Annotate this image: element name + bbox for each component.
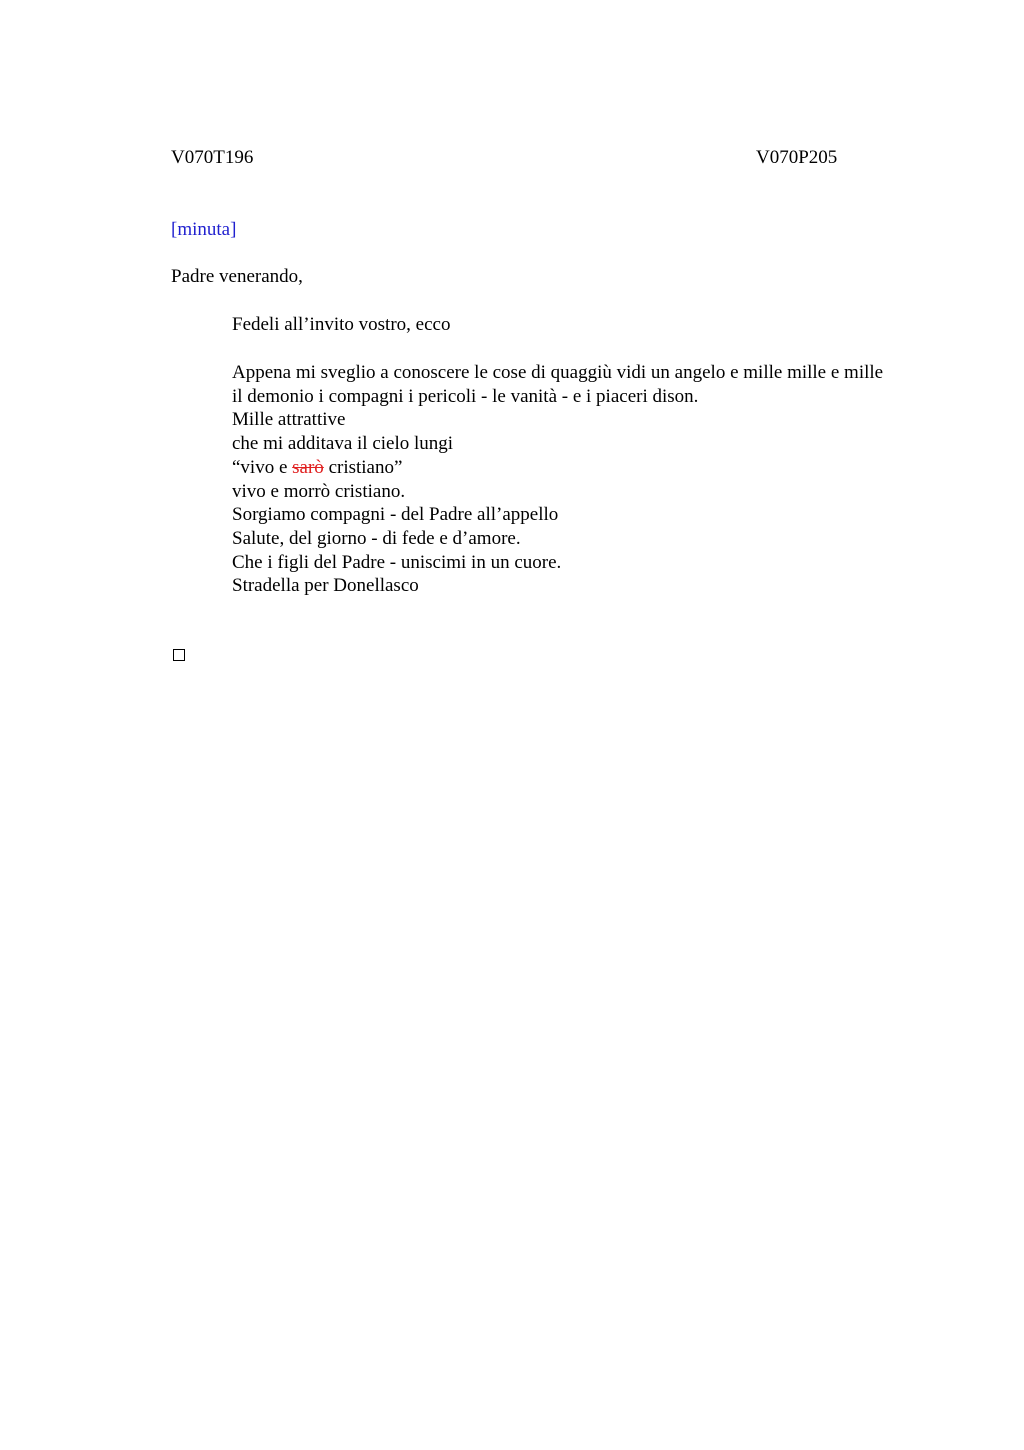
verse-line: vivo e morrò cristiano. [232, 480, 406, 502]
verse-line: Sorgiamo compagni - del Padre all’appello [232, 504, 559, 526]
verse-lines [232, 385, 901, 598]
editorial-note: [minuta] [171, 219, 237, 240]
salutation: Padre venerando, [171, 266, 303, 287]
end-marker-square-icon [173, 649, 185, 661]
verse-line: Salute, del giorno - di fede e d’amore. [232, 527, 521, 549]
verse-line-with-deletion [232, 456, 901, 480]
verse-line: Che i figli del Padre - uniscimi in un cuore. [232, 551, 562, 573]
deleted-word: sarò [292, 456, 324, 478]
verse-line: il demonio i compagni i pericoli - le vanità - e i piaceri dison. [232, 385, 699, 407]
document-code-left: V070T196 [171, 147, 254, 168]
document-code-right: V070P205 [756, 147, 838, 168]
verse-line: che mi additava il cielo lungi [232, 433, 454, 455]
letter-body [171, 361, 901, 598]
verse-line: Mille attrattive [232, 409, 346, 431]
first-paragraph: Appena mi sveglio a conoscere le cose di quaggiù vidi un angelo e mille mille e mille [232, 362, 884, 383]
quote-before: “vivo e [232, 456, 293, 478]
intro-line: Fedeli all’invito vostro, ecco [232, 314, 451, 335]
quote-after: cristiano” [323, 456, 403, 478]
place-line: Stradella per Donellasco [232, 575, 419, 597]
